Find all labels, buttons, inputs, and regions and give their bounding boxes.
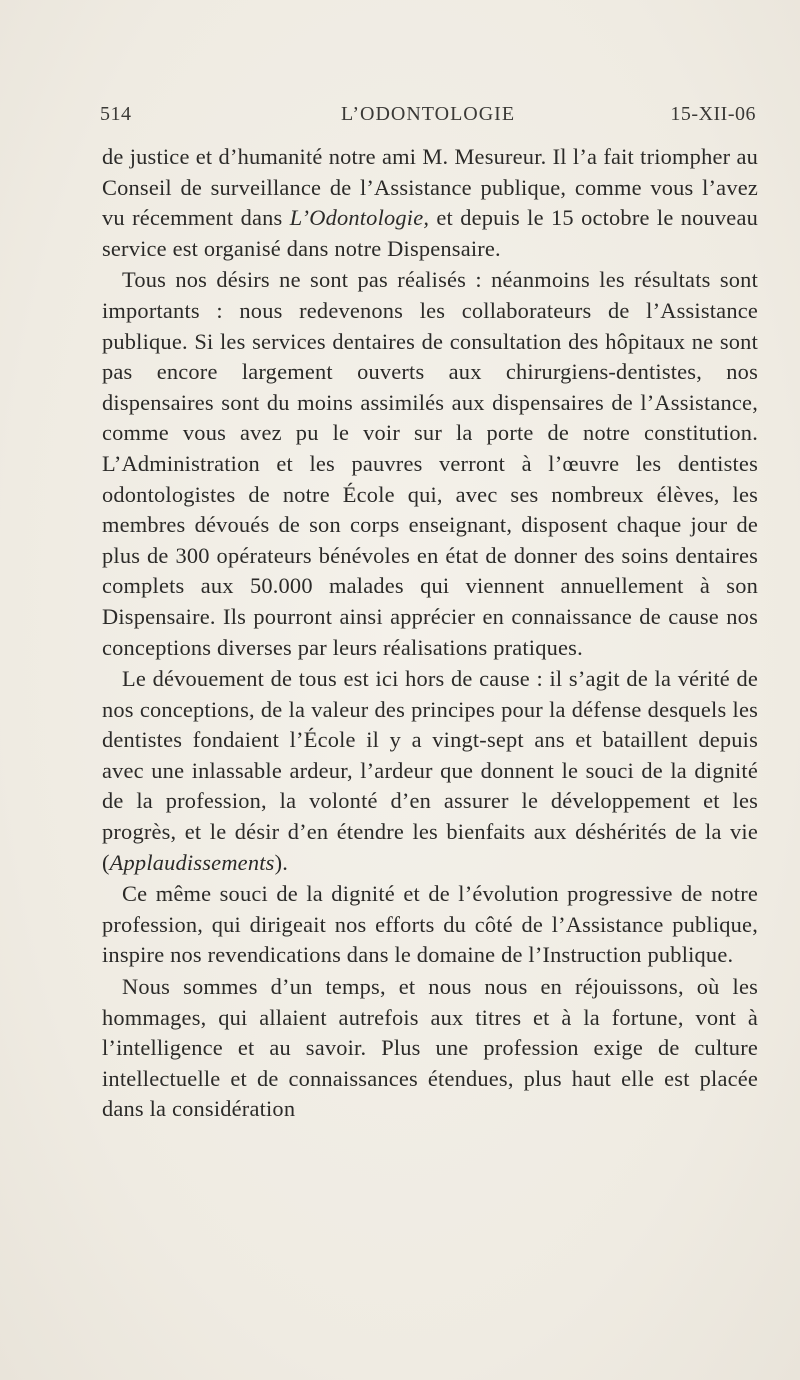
- paragraph-3: [102, 664, 758, 878]
- paragraph-3-text-b: ).: [274, 849, 289, 875]
- paragraph-4: Ce même souci de la dignité et de l’évolution progressive de notre profession, qui dirigeait nos efforts du côté de l’Assistance publique, inspire nos revendications dans le domaine de l’Instruction publique.: [102, 881, 758, 968]
- applause-italic: Applaudissements: [109, 849, 275, 875]
- paragraph-3-text-a: Le dévouement de tous est ici hors de cause : il s’agit de la vérité de nos conceptions, de la valeur des principes pour la défense desquels les dentistes fondaient l’École il y a vingt-sept ans et bataillent depuis avec une inlassable ardeur, l’ardeur que donnent le souci de la dignité de la profession, la volonté d’en assurer le développement et les progrès, et le désir d’en étendre les bienfaits aux déshérités de la vie (: [102, 666, 758, 875]
- paragraph-1: [102, 142, 758, 264]
- issue-date: 15-XII-06: [670, 103, 756, 125]
- journal-name-italic: L’Odontologie,: [289, 205, 430, 231]
- body-text: [102, 142, 758, 1125]
- journal-title: L’ODONTOLOGIE: [340, 103, 516, 125]
- running-head: [100, 103, 756, 131]
- paragraph-2: Tous nos désirs ne sont pas réalisés : néanmoins les résultats sont importants : nous redevenons les collaborateurs de l’Assistance publique. Si les services dentaires de consultation des hôpitaux ne sont pas encore largement ouverts aux chirurgiens-dentistes, nos dispensaires sont du moins assimilés aux dispensaires de l’Assistance, comme vous avez pu le voir sur la porte de notre constitution. L’Administration et les pauvres verront à l’œuvre les dentistes odontologistes de notre École qui, avec ses nombreux élèves, les membres dévoués de son corps enseignant, disposent chaque jour de plus de 300 opérateurs bénévoles en état de donner des soins dentaires complets aux 50.000 malades qui viennent annuellement à son Dispensaire. Ils pourront ainsi apprécier en connaissance de cause nos conceptions diverses par leurs réalisations pratiques.: [102, 267, 758, 660]
- paragraph-1-text-b: et depuis le 15 octobre le nouveau service est organisé dans notre Dispensaire.: [102, 205, 758, 261]
- page-number: 514: [100, 103, 132, 125]
- paragraph-1-text-a: de justice et d’humanité notre ami M. Mesureur. Il l’a fait triompher au Conseil de surveillance de l’Assistance publique, comme vous l’avez vu récemment dans: [102, 144, 758, 231]
- paragraph-5: Nous sommes d’un temps, et nous nous en réjouissons, où les hommages, qui allaient autrefois aux titres et à la fortune, vont à l’intelligence et au savoir. Plus une profession exige de culture intellectuelle et de connaissances étendues, plus haut elle est placée dans la considération: [102, 974, 758, 1122]
